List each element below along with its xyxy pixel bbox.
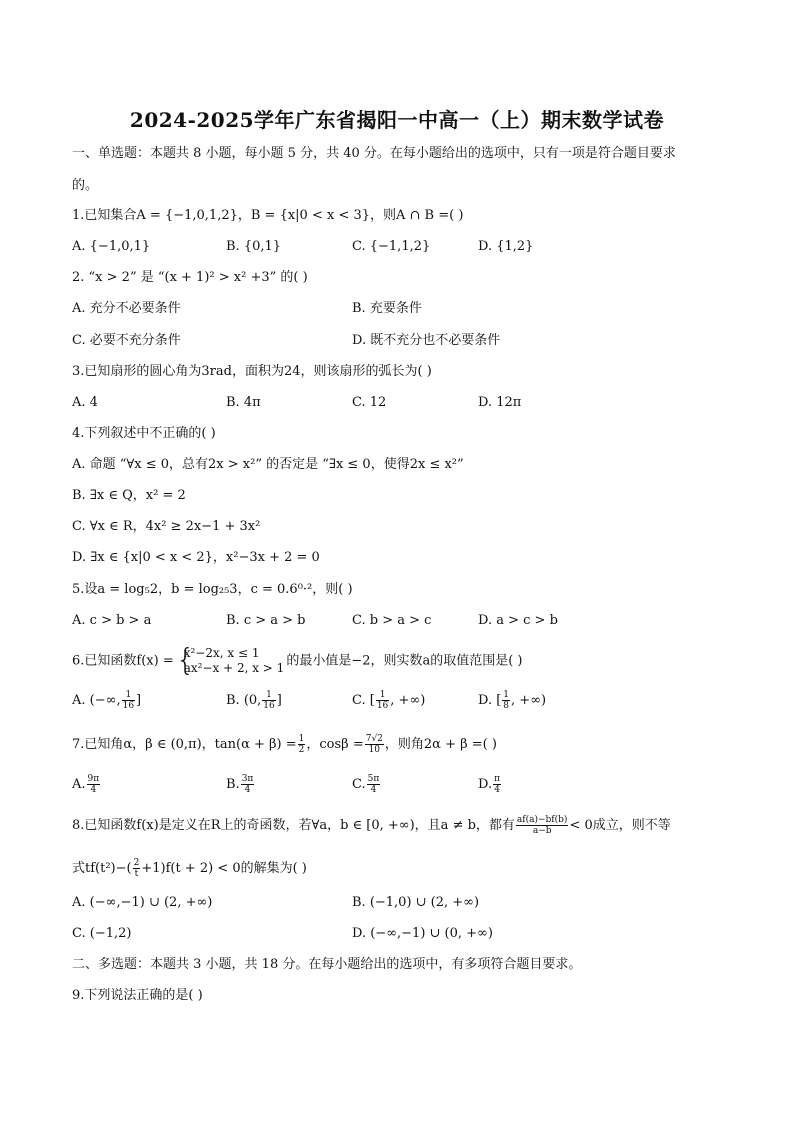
q2-option-b: B. 充要条件	[352, 301, 422, 316]
q8-line2-post: +1)f(t + 2) < 0的解集为( )	[141, 861, 307, 876]
denominator: 4	[244, 785, 251, 795]
q3-option-d: D. 12π	[478, 395, 522, 410]
q8-option-b: B. (−1,0) ∪ (2, +∞)	[352, 895, 480, 910]
numerator: 1	[298, 734, 305, 744]
q8-line2-pre: 式tf(t²)−(	[72, 861, 132, 876]
q7-a-pre: A.	[72, 777, 86, 792]
q6-a-fraction	[122, 690, 135, 711]
q8-option-d: D. (−∞,−1) ∪ (0, +∞)	[352, 926, 493, 941]
q7-tan-fraction	[298, 734, 306, 755]
q6-a-pre: A. (−∞,	[72, 693, 121, 708]
q7-option-d	[478, 774, 502, 795]
q8-stem-line2	[72, 858, 307, 879]
q7-option-b	[226, 774, 255, 795]
q8-stem-pre: 8.已知函数f(x)是定义在R上的奇函数，若∀a，b ∈ [0, +∞)，且a ≠ b，都有	[72, 818, 515, 833]
section2-heading: 二、多选题：本题共 3 小题，共 18 分。在每小题给出的选项中，有多项符合题目要求。	[72, 957, 582, 972]
q1-option-b: B. {0,1}	[226, 239, 282, 254]
q6-b-pre: B. (0,	[226, 693, 262, 708]
denominator: 4	[494, 785, 500, 795]
numerator: 5π	[367, 774, 380, 784]
q7-d-fraction	[493, 774, 501, 795]
numerator: 2	[133, 858, 140, 868]
q2-option-d: D. 既不充分也不必要条件	[352, 333, 501, 348]
q7-option-c	[352, 774, 381, 795]
q6-d-pre: D. [	[478, 693, 502, 708]
q8-line2-fraction	[133, 858, 141, 879]
denominator: 16	[376, 701, 389, 711]
q7-d-pre: D.	[478, 777, 493, 792]
q3-option-a: A. 4	[72, 395, 98, 410]
q6-stem	[72, 643, 523, 678]
q9-stem: 9.下列说法正确的是( )	[72, 988, 203, 1003]
q6-c-fraction	[376, 690, 389, 711]
q5-stem: 5.设a = log₅2，b = log₂₅3，c = 0.6⁰·²，则( )	[72, 582, 353, 597]
numerator: 1	[503, 690, 510, 700]
denominator: a−b	[532, 826, 552, 836]
q2-stem: 2. “x > 2” 是 “(x + 1)² > x² +3” 的( )	[72, 270, 308, 285]
denominator: 2	[298, 745, 305, 755]
q1-option-d: D. {1,2}	[478, 239, 534, 254]
q6-option-d	[478, 690, 546, 711]
q7-stem-post: ，则角2α + β =( )	[384, 737, 497, 752]
section1-heading-line1: 一、单选题：本题共 8 小题，每小题 5 分，共 40 分。在每小题给出的选项中，只有一项是符合题目要求	[72, 146, 676, 161]
q4-stem: 4.下列叙述中不正确的( )	[72, 426, 216, 441]
q6-piece-row2: ax²−x + 2, x > 1	[183, 661, 285, 675]
q6-a-post: ]	[136, 693, 142, 708]
numerator: 1	[376, 690, 389, 701]
q7-b-fraction	[241, 774, 255, 795]
q1-stem: 1.已知集合A = {−1,0,1,2}，B = {x|0 < x < 3}，则A ∩ B =( )	[72, 208, 464, 223]
q8-option-a: A. (−∞,−1) ∪ (2, +∞)	[72, 895, 213, 910]
q1-option-c: C. {−1,1,2}	[352, 239, 431, 254]
exam-title: 2024-2025学年广东省揭阳一中高一（上）期末数学试卷	[129, 108, 665, 132]
numerator: 7√2	[365, 734, 383, 744]
q7-option-a	[72, 774, 101, 795]
q4-option-c: C. ∀x ∈ R，4x² ≥ 2x−1 + 3x²	[72, 519, 261, 534]
brace-symbol: {	[175, 643, 195, 678]
q7-stem-mid: ，cosβ =	[306, 737, 364, 752]
section1-heading-line2: 的。	[72, 178, 99, 193]
q7-a-fraction	[87, 774, 101, 795]
denominator: 4	[90, 785, 97, 795]
q3-stem: 3.已知扇形的圆心角为3rad，面积为24，则该扇形的弧长为( )	[72, 364, 432, 379]
q6-piecewise-function	[175, 643, 285, 678]
denominator: 10	[368, 745, 381, 755]
q3-option-b: B. 4π	[226, 395, 261, 410]
q5-option-c: C. b > a > c	[352, 613, 432, 628]
q5-option-b: B. c > a > b	[226, 613, 306, 628]
q8-stem-post: < 0成立，则不等	[569, 818, 671, 833]
q8-condition-fraction	[516, 815, 569, 836]
numerator: 1	[262, 690, 275, 701]
q6-stem-pre: 6.已知函数f(x) =	[72, 653, 174, 669]
q6-b-post: ]	[276, 693, 282, 708]
q7-stem	[72, 734, 497, 755]
q6-d-fraction	[502, 690, 510, 711]
q4-option-d: D. ∃x ∈ {x|0 < x < 2}，x²−3x + 2 = 0	[72, 550, 320, 565]
q6-c-post: , +∞)	[390, 693, 426, 708]
q6-option-a	[72, 690, 141, 711]
q7-c-pre: C.	[352, 777, 366, 792]
q4-option-b: B. ∃x ∈ Q，x² = 2	[72, 488, 186, 503]
q6-d-post: , +∞)	[511, 693, 547, 708]
q6-piece-row1: x²−2x, x ≤ 1	[183, 646, 260, 660]
q6-option-c	[352, 690, 425, 711]
q8-stem-line1	[72, 815, 671, 836]
q5-option-a: A. c > b > a	[72, 613, 152, 628]
numerator: 3π	[241, 774, 254, 784]
q6-stem-post: 的最小值是−2，则实数a的取值范围是( )	[286, 653, 523, 669]
q5-option-d: D. a > c > b	[478, 613, 558, 628]
q7-stem-pre: 7.已知角α，β ∈ (0,π)，tan(α + β) =	[72, 737, 297, 752]
q6-option-b	[226, 690, 282, 711]
denominator: t	[134, 869, 139, 879]
q4-option-a: A. 命题 “∀x ≤ 0，总有2x > x²” 的否定是 “∃x ≤ 0，使得2x ≤ x²”	[72, 457, 464, 472]
q8-option-c: C. (−1,2)	[72, 926, 132, 941]
q2-option-c: C. 必要不充分条件	[72, 333, 181, 348]
q1-option-a: A. {−1,0,1}	[72, 239, 151, 254]
q3-option-c: C. 12	[352, 395, 387, 410]
denominator: 16	[263, 701, 275, 711]
denominator: 16	[122, 701, 135, 711]
q7-b-pre: B.	[226, 777, 240, 792]
numerator: π	[494, 774, 501, 784]
q6-c-pre: C. [	[352, 693, 375, 708]
q7-c-fraction	[367, 774, 381, 795]
numerator: 1	[122, 690, 135, 701]
numerator: 9π	[87, 774, 100, 784]
numerator: af(a)−bf(b)	[516, 815, 568, 825]
denominator: 8	[503, 701, 510, 711]
q2-option-a: A. 充分不必要条件	[72, 301, 181, 316]
q7-cos-fraction	[365, 734, 384, 755]
denominator: 4	[370, 785, 377, 795]
q6-b-fraction	[262, 690, 275, 711]
